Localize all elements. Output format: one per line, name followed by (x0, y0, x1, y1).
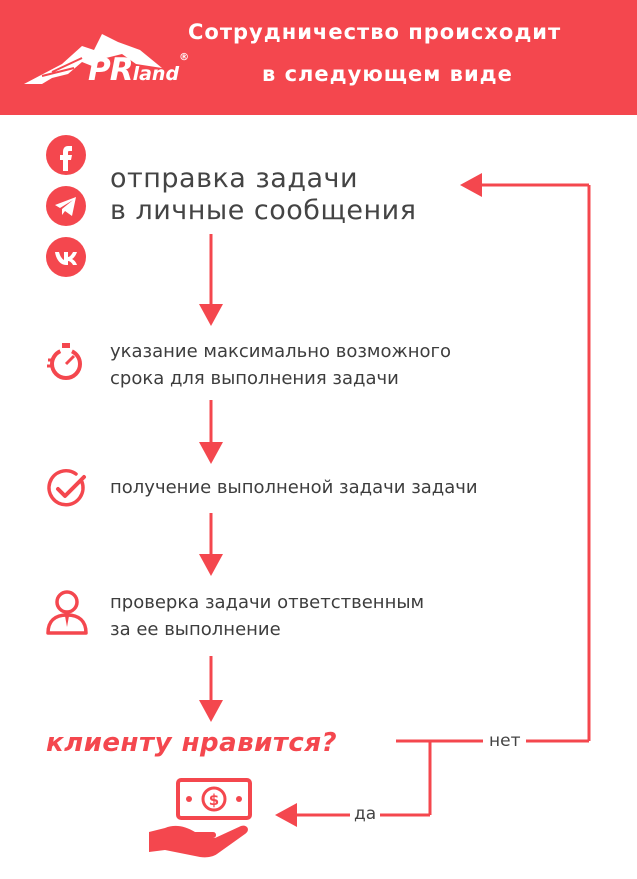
branch-no-label: нет (483, 731, 526, 751)
header-title-line1: Сотрудничество происходит (188, 20, 562, 44)
money-hand-icon (145, 776, 257, 870)
branch-yes-label: да (350, 804, 380, 824)
step-1-text: отправка задачи в личные сообщения (110, 163, 417, 226)
step-4-text: проверка задачи ответственным за ее выполнение (110, 592, 425, 640)
step-3-text: получение выполненой задачи задачи (110, 477, 478, 498)
step-2-text: указание максимально возможного срока для выполнения задачи (110, 341, 451, 389)
svg-text:$: $ (208, 791, 220, 809)
decision-question: клиенту нравится? (46, 728, 338, 758)
header-title-line2: в следующем виде (262, 62, 513, 86)
logo-text: PRland® (88, 52, 189, 88)
